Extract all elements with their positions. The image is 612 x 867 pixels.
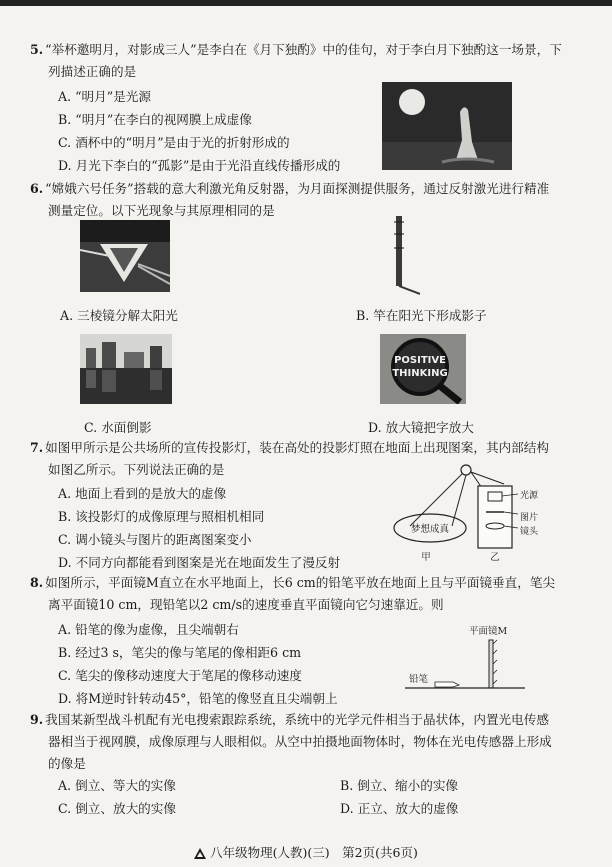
q5-option-a: A. “明月”是光源 — [58, 89, 151, 104]
scan-edge — [0, 0, 612, 6]
q8-option-a: A. 铅笔的像为虚像，且尖端朝右 — [58, 622, 239, 637]
figure-jia — [394, 465, 471, 563]
q7-option-d: D. 不同方向都能看到图案是光在地面发生了漫反射 — [58, 555, 341, 570]
q5-stem-line2: 列描述正确的是 — [48, 64, 137, 79]
moon-circle — [399, 89, 425, 115]
q8-option-c: C. 笔尖的像移动速度大于笔尾的像移动速度 — [58, 668, 302, 683]
pole — [396, 216, 402, 286]
q6-stem-line1: 6. “嫦娥六号任务”搭载的意大利激光角反射器，为月面探测提供服务，通过反射激光进行精准 — [30, 181, 550, 196]
publisher-logo-icon — [194, 848, 206, 859]
projector-lamp — [461, 465, 471, 475]
mirror-pencil-diagram — [405, 622, 555, 694]
q7-option-c: C. 调小镜头与图片的距离图案变小 — [58, 532, 252, 547]
q6-option-b: B. 竿在阳光下形成影子 — [356, 308, 487, 323]
plane-mirror — [489, 640, 493, 688]
pencil — [435, 682, 459, 687]
magnified-word-1: POSITIVE — [394, 355, 446, 366]
q5-option-c: C. 酒杯中的“明月”是由于光的折射形成的 — [58, 135, 290, 150]
water-reflection-image — [80, 334, 172, 404]
q9-option-c: C. 倒立、放大的实像 — [58, 801, 176, 816]
q5-option-b: B. “明月”在李白的视网膜上成虚像 — [58, 112, 252, 127]
moon-drinking-image — [382, 82, 512, 170]
magnifier-lens — [393, 340, 447, 394]
q7-stem-line1: 7. 如图甲所示是公共场所的宣传投影灯，装在高处的投影灯照在地面上出现图案，其内部结构 — [30, 440, 549, 455]
q6-option-d: D. 放大镜把字放大 — [368, 420, 474, 435]
q8-stem-line2: 离平面镜10 cm，现铅笔以2 cm/s的速度垂直平面镜向它匀速靠近。则 — [48, 597, 444, 612]
q5-stem-line1: 5. “举杯邀明月，对影成三人”是李白在《月下独酌》中的佳句，对于李白月下独酌这一场景，下 — [30, 42, 562, 57]
q9-stem-line2: 器相当于视网膜，成像原理与人眼相似。从空中拍摄地面物体时，物体在光电传感器上形成 — [48, 734, 552, 749]
svg-text:梦想成真: 梦想成真 — [410, 524, 450, 535]
q8-option-d: D. 将M逆时针转动45°，铅笔的像竖直且尖端朝上 — [58, 691, 338, 706]
projector-diagram — [382, 462, 552, 572]
q9-option-a: A. 倒立、等大的实像 — [58, 778, 176, 793]
magnified-word-2: THINKING — [392, 368, 448, 379]
label-lens: 镜头 — [520, 527, 539, 537]
q7-stem-line2: 如图乙所示。下列说法正确的是 — [48, 462, 225, 477]
q6-option-a: A. 三棱镜分解太阳光 — [60, 308, 178, 323]
label-pencil: 铅笔 — [409, 674, 429, 685]
q8-stem-line1: 8. 如图所示，平面镜M直立在水平地面上，长6 cm的铅笔平放在地面上且与平面镜垂直，笔尖 — [30, 575, 556, 590]
q9-option-b: B. 倒立、缩小的实像 — [340, 778, 459, 793]
q7-option-b: B. 该投影灯的成像原理与照相机相同 — [58, 509, 265, 524]
footer-text: 八年级物理(人教)(三) 第2页(共6页) — [210, 845, 418, 860]
q7-option-a: A. 地面上看到的是放大的虚像 — [58, 486, 227, 501]
figure-yi — [471, 472, 539, 563]
page-footer — [0, 843, 612, 861]
q8-option-b: B. 经过3 s，笔尖的像与笔尾的像相距6 cm — [58, 645, 302, 660]
pole-shadow — [399, 286, 420, 294]
q6-option-c: C. 水面倒影 — [84, 420, 152, 435]
q9-stem-line3: 的像是 — [48, 756, 86, 771]
q6-stem-line2: 测量定位。以下光现象与其原理相同的是 — [48, 203, 275, 218]
q9-option-d: D. 正立、放大的虚像 — [340, 801, 459, 816]
q9-stem-line1: 9. 我国某新型战斗机配有光电搜索跟踪系统，系统中的光学元件相当于晶状体，内置光电传感 — [30, 712, 549, 727]
label-yi: 乙 — [490, 552, 500, 563]
label-jia: 甲 — [421, 552, 431, 563]
prism-image — [80, 220, 170, 292]
label-light-source: 光源 — [520, 491, 539, 501]
label-picture: 图片 — [520, 513, 539, 523]
magnifier-image — [380, 334, 466, 404]
q5-option-d: D. 月光下李白的“孤影”是由于光沿直线传播形成的 — [58, 158, 341, 173]
label-mirror: 平面镜M — [469, 626, 508, 637]
pole-shadow-image — [380, 214, 420, 298]
